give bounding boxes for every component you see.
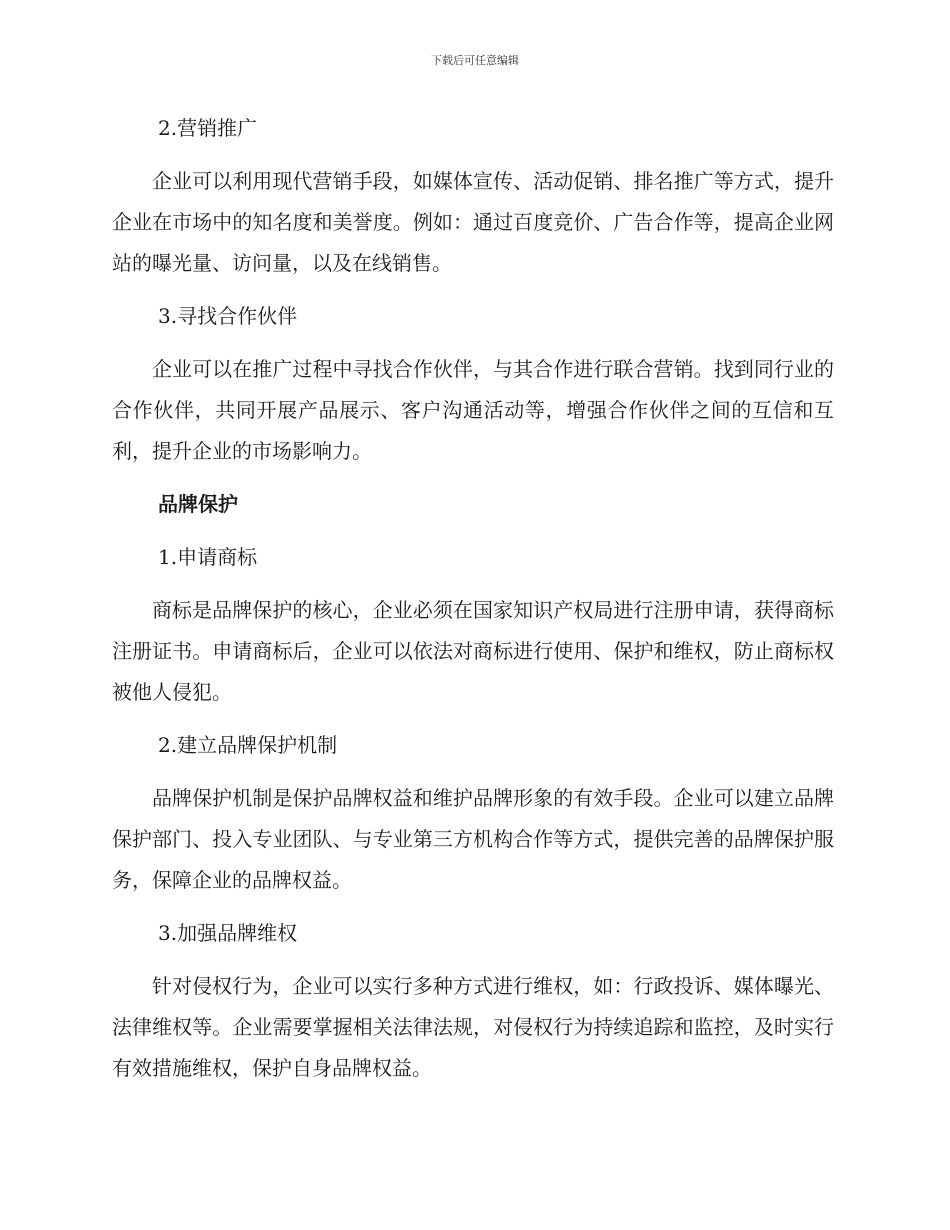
subheading-apply-trademark: 1.申请商标 [158, 545, 258, 569]
page-header-note: 下载后可任意编辑 [431, 54, 519, 67]
section-title-brand-protection: 品牌保护 [158, 492, 238, 516]
paragraph-marketing-promotion: 企业可以利用现代营销手段，如媒体宣传、活动促销、排名推广等方式，提升企业在市场中的知名度和美誉度。例如：通过百度竞价、广告合作等，提高企业网站的曝光量、访问量，以及在线销售。 [112, 169, 834, 275]
subheading-marketing-promotion: 2.营销推广 [158, 116, 258, 140]
paragraph-find-partners: 企业可以在推广过程中寻找合作伙伴，与其合作进行联合营销。找到同行业的合作伙伴，共同开展产品展示、客户沟通活动等，增强合作伙伴之间的互信和互利，提升企业的市场影响力。 [112, 357, 834, 463]
subheading-find-partners: 3.寻找合作伙伴 [158, 304, 298, 328]
paragraph-brand-rights: 针对侵权行为，企业可以实行多种方式进行维权，如：行政投诉、媒体曝光、法律维权等。企业需要掌握相关法律法规，对侵权行为持续追踪和监控，及时实行有效措施维权，保护自身品牌权益。 [112, 974, 834, 1080]
document-body [112, 108, 834, 1101]
paragraph-apply-trademark: 商标是品牌保护的核心，企业必须在国家知识产权局进行注册申请，获得商标注册证书。申请商标后，企业可以依法对商标进行使用、保护和维权，防止商标权被他人侵犯。 [112, 598, 834, 704]
subheading-brand-rights: 3.加强品牌维权 [158, 921, 298, 945]
paragraph-protection-mechanism: 品牌保护机制是保护品牌权益和维护品牌形象的有效手段。企业可以建立品牌保护部门、投入专业团队、与专业第三方机构合作等方式，提供完善的品牌保护服务，保障企业的品牌权益。 [112, 786, 834, 892]
subheading-protection-mechanism: 2.建立品牌保护机制 [158, 733, 338, 757]
